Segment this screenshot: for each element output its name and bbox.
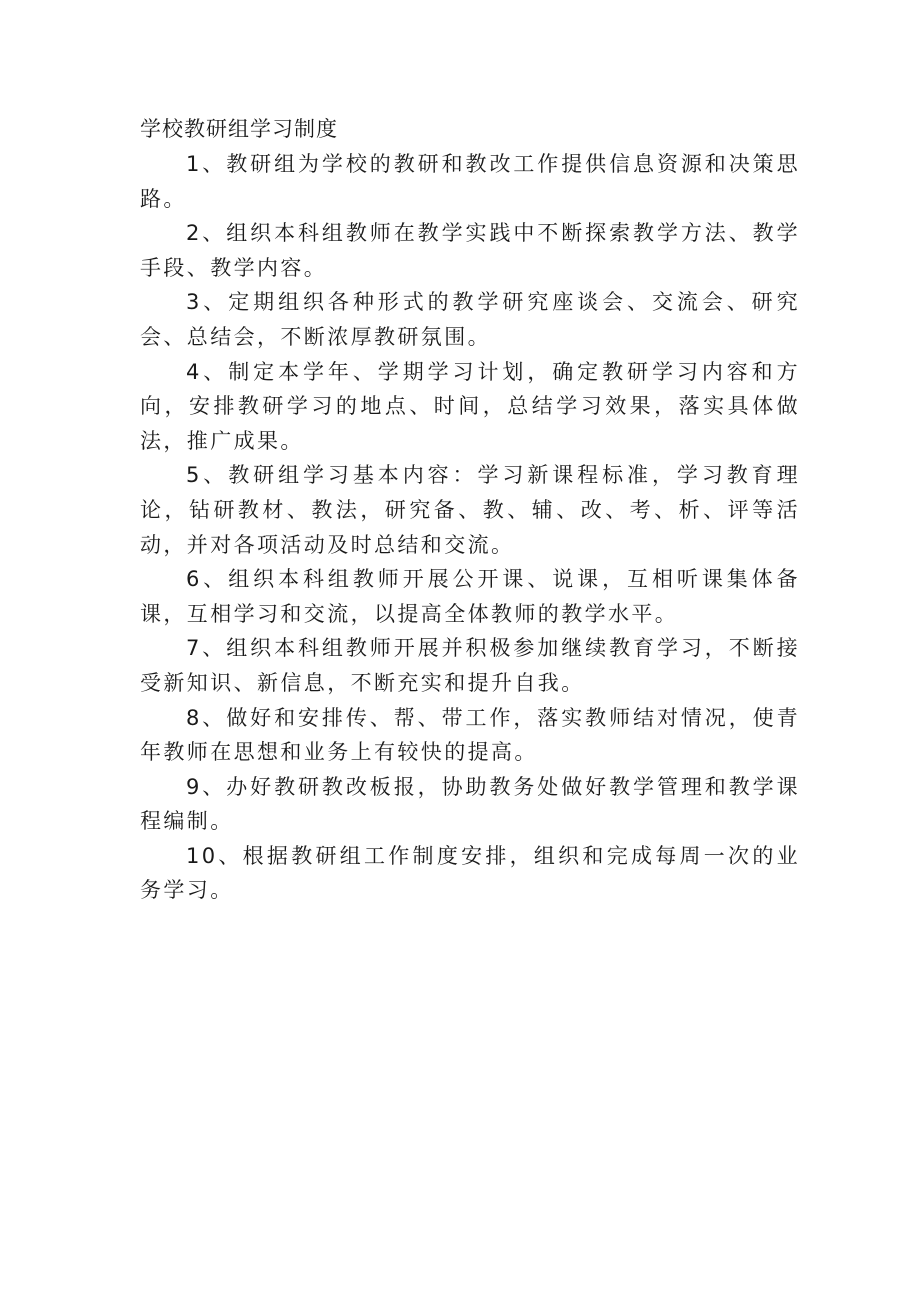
- rule-item-8: 8、做好和安排传、帮、带工作，落实教师结对情况，使青年教师在思想和业务上有较快的提高。: [140, 705, 800, 765]
- rule-item-3: 3、定期组织各种形式的教学研究座谈会、交流会、研究会、总结会，不断浓厚教研氛围。: [140, 290, 800, 349]
- rule-item-1: 1、教研组为学校的教研和教改工作提供信息资源和决策思路。: [140, 152, 800, 211]
- rules-list: [140, 147, 800, 908]
- rule-item-2: 2、组织本科组教师在教学实践中不断探索教学方法、教学手段、教学内容。: [140, 221, 800, 280]
- rule-item-4: 4、制定本学年、学期学习计划，确定教研学习内容和方向，安排教研学习的地点、时间，总结学习效果，落实具体做法，推广成果。: [140, 359, 800, 453]
- rule-item-7: 7、组织本科组教师开展并积极参加继续教育学习，不断接受新知识、新信息，不断充实和提升自我。: [140, 636, 800, 695]
- rule-item-10: 10、根据教研组工作制度安排，组织和完成每周一次的业务学习。: [140, 843, 800, 903]
- rule-item-6: 6、组织本科组教师开展公开课、说课，互相听课集体备课，互相学习和交流，以提高全体教师的教学水平。: [140, 567, 800, 626]
- rule-item-9: 9、办好教研教改板报，协助教务处做好教学管理和教学课程编制。: [140, 774, 800, 834]
- document-title: 学校教研组学习制度: [140, 117, 338, 141]
- rule-item-5: 5、教研组学习基本内容：学习新课程标准，学习教育理论，钻研教材、教法，研究备、教、辅、改、考、析、评等活动，并对各项活动及时总结和交流。: [140, 463, 800, 557]
- document-page: [140, 112, 800, 908]
